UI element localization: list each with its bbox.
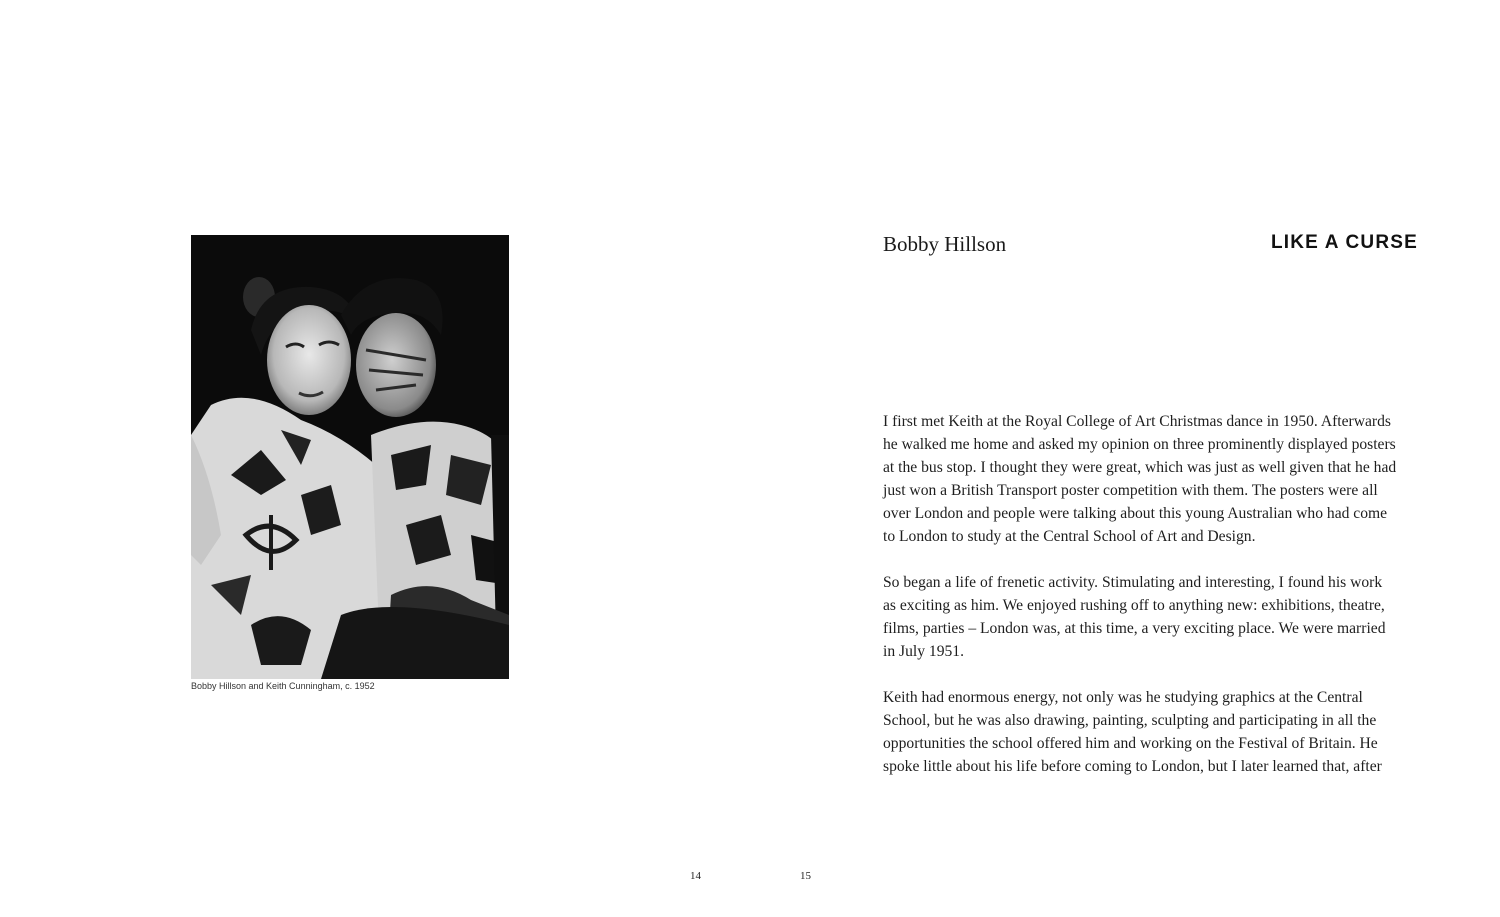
- text-line: School, but he was also drawing, painting, sculpting and participating in all the: [883, 712, 1377, 729]
- text-line: as exciting as him. We enjoyed rushing off to anything new: exhibitions, theatre,: [883, 597, 1385, 614]
- text-line: he walked me home and asked my opinion on three prominently displayed posters: [883, 436, 1396, 453]
- paragraph: [883, 410, 1428, 548]
- page-number-right: 15: [800, 870, 811, 882]
- text-line: opportunities the school offered him and working on the Festival of Britain. He: [883, 735, 1378, 752]
- text-line: I first met Keith at the Royal College of Art Christmas dance in 1950. Afterwards: [883, 413, 1391, 430]
- text-line: to London to study at the Central School of Art and Design.: [883, 528, 1256, 545]
- photo-caption: Bobby Hillson and Keith Cunningham, c. 1952: [191, 681, 375, 691]
- photo-illustration: [191, 235, 509, 679]
- text-line: films, parties – London was, at this time, a very exciting place. We were married: [883, 620, 1386, 637]
- text-line: over London and people were talking about this young Australian who had come: [883, 505, 1388, 522]
- paragraph: [883, 571, 1428, 663]
- text-line: Keith had enormous energy, not only was he studying graphics at the Central: [883, 689, 1363, 706]
- text-line: So began a life of frenetic activity. Stimulating and interesting, I found his work: [883, 574, 1383, 591]
- text-line: just won a British Transport poster competition with them. The posters were all: [883, 482, 1378, 499]
- page-number-left: 14: [690, 870, 701, 882]
- chapter-title: LIKE A CURSE: [1270, 232, 1418, 253]
- author-name: Bobby Hillson: [883, 232, 1007, 256]
- text-line: spoke little about his life before coming to London, but I later learned that, after: [883, 758, 1382, 775]
- text-line: at the bus stop. I thought they were great, which was just as well given that he had: [883, 459, 1397, 476]
- photograph: [191, 235, 509, 679]
- text-line: in July 1951.: [883, 643, 965, 660]
- body-text: [883, 410, 1428, 801]
- paragraph: [883, 686, 1428, 778]
